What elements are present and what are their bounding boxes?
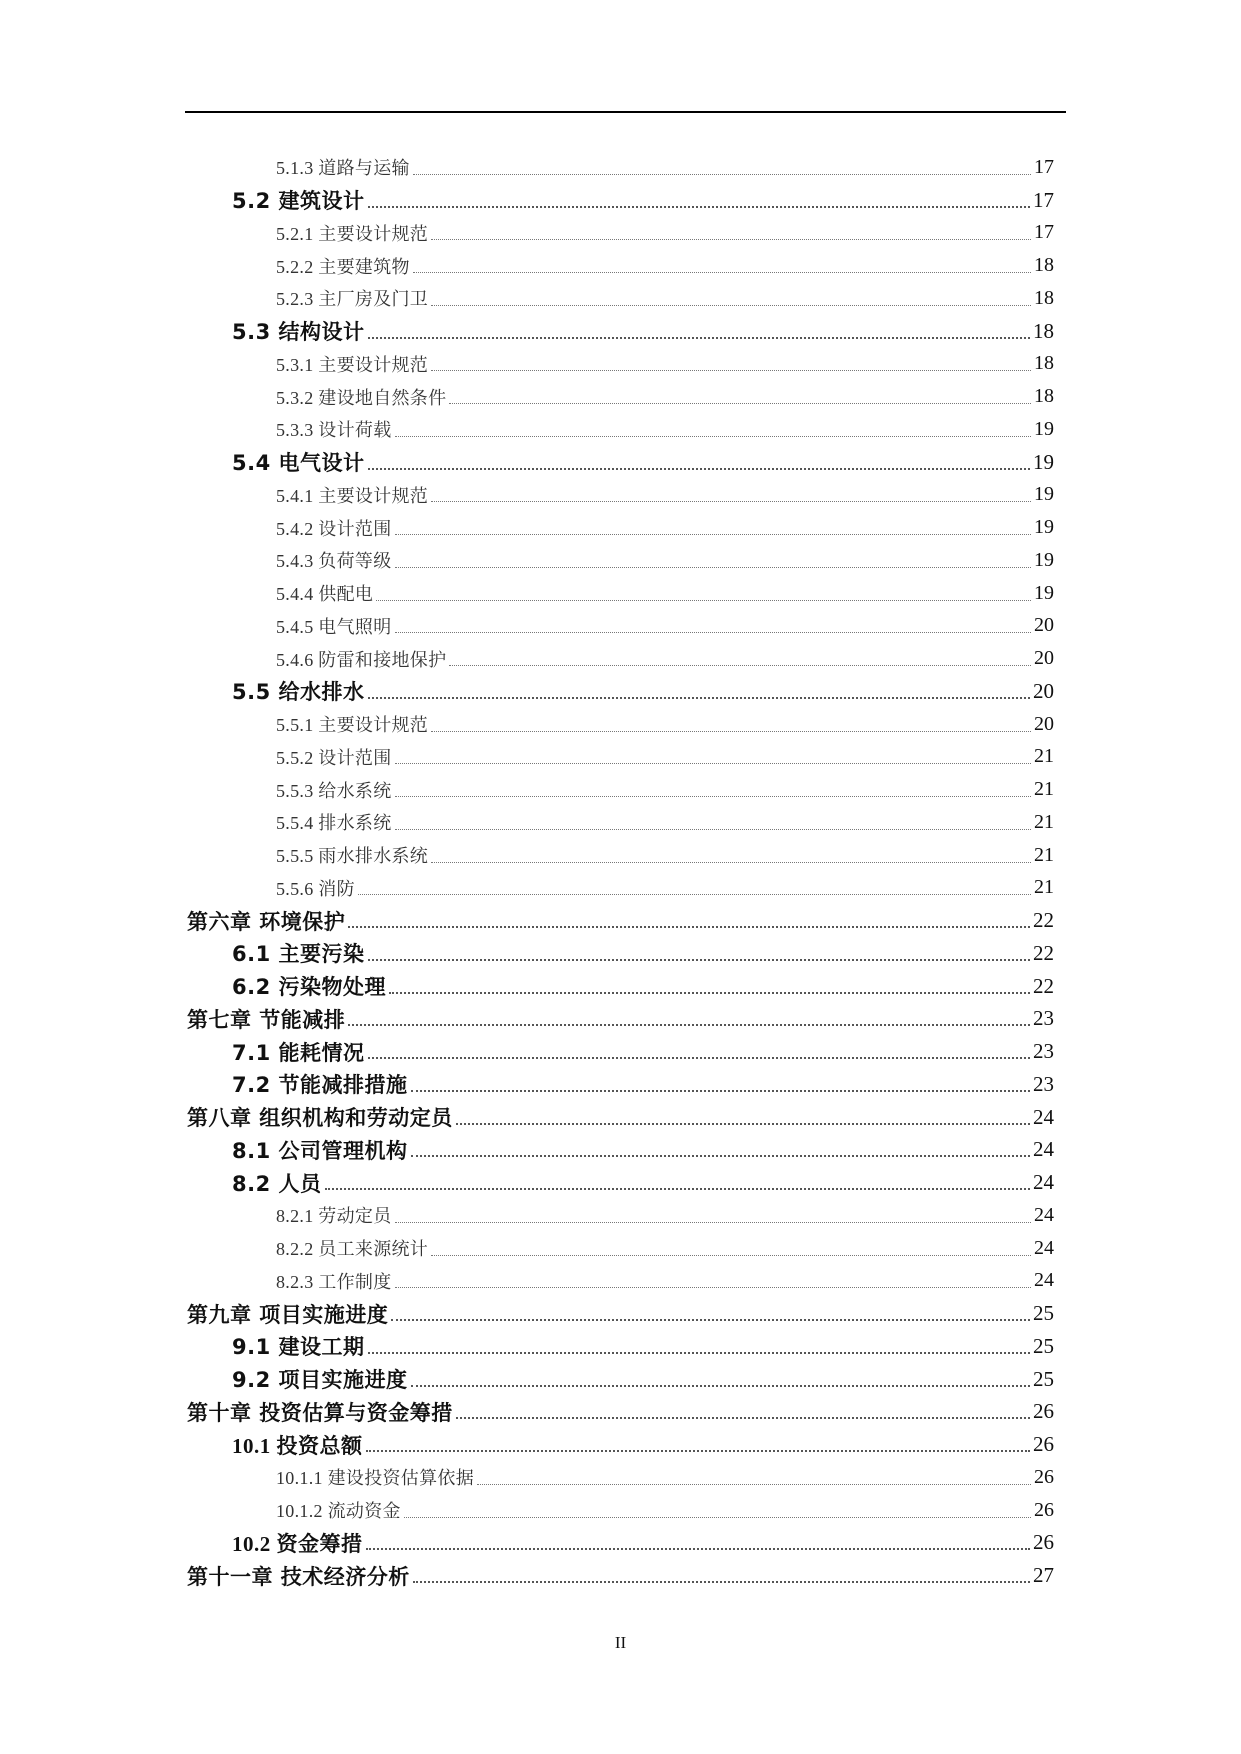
toc-entry-page-number: 22: [1033, 940, 1054, 965]
toc-dot-leader: [366, 1548, 1031, 1550]
toc-dot-leader: [413, 174, 1031, 175]
toc-dot-leader: [368, 468, 1030, 470]
toc-entry-label: 5.3 结构设计: [232, 320, 365, 345]
toc-entry-page-number: 23: [1033, 1039, 1054, 1064]
toc-subsection-entry[interactable]: [0, 773, 1241, 806]
toc-subsection-entry[interactable]: [0, 642, 1241, 675]
toc-entry-label: 5.3.1 主要设计规范: [276, 354, 429, 375]
toc-subsection-entry[interactable]: [0, 544, 1241, 577]
toc-entry-label: 5.2.1 主要设计规范: [276, 223, 429, 244]
toc-dot-leader: [411, 1385, 1030, 1387]
toc-entry-page-number: 18: [1034, 385, 1054, 408]
toc-dot-leader: [395, 796, 1032, 797]
toc-entry-page-number: 26: [1033, 1530, 1054, 1555]
toc-entry-page-number: 19: [1033, 449, 1054, 474]
toc-subsection-entry[interactable]: [0, 380, 1241, 413]
toc-entry-page-number: 24: [1034, 1269, 1054, 1292]
toc-entry-label: 9.2 项目实施进度: [232, 1368, 408, 1393]
toc-entry-label: 5.3.2 建设地自然条件: [276, 387, 447, 408]
toc-subsection-entry[interactable]: [0, 413, 1241, 446]
toc-entry-page-number: 19: [1034, 548, 1054, 571]
toc-entry-label: 5.1.3 道路与运输: [276, 158, 410, 179]
toc-dot-leader: [368, 1057, 1030, 1059]
toc-entry-label: 7.2 节能减排措施: [232, 1073, 408, 1098]
toc-entry-page-number: 21: [1034, 745, 1054, 768]
toc-section-entry[interactable]: [0, 446, 1241, 479]
toc-dot-leader: [368, 697, 1030, 699]
toc-entry-label: 8.2 人员: [232, 1171, 322, 1196]
toc-dot-leader: [431, 239, 1031, 240]
toc-entry-page-number: 26: [1033, 1399, 1054, 1424]
toc-dot-leader: [395, 763, 1032, 764]
toc-entry-label: 10.2 资金筹措: [232, 1531, 363, 1556]
toc-dot-leader: [411, 1090, 1030, 1092]
toc-subsection-entry[interactable]: [0, 1199, 1241, 1232]
toc-entry-label: 10.1.1 建设投资估算依据: [276, 1468, 474, 1489]
toc-dot-leader: [368, 959, 1030, 961]
toc-entry-page-number: 24: [1033, 1170, 1054, 1195]
toc-entry-label: 5.4.6 防雷和接地保护: [276, 649, 447, 670]
toc-entry-label: 第六章 环境保护: [187, 909, 346, 934]
toc-entry-page-number: 18: [1034, 352, 1054, 375]
toc-entry-label: 5.2.2 主要建筑物: [276, 256, 410, 277]
toc-entry-label: 第七章 节能减排: [187, 1007, 346, 1032]
toc-section-entry[interactable]: [0, 1527, 1241, 1560]
toc-entry-page-number: 19: [1034, 516, 1054, 539]
toc-subsection-entry[interactable]: [0, 806, 1241, 839]
toc-section-entry[interactable]: [0, 675, 1241, 708]
toc-entry-page-number: 22: [1033, 973, 1054, 998]
header-rule: [185, 111, 1066, 113]
toc-chapter-entry[interactable]: [0, 904, 1241, 937]
toc-dot-leader: [431, 1255, 1031, 1256]
toc-entry-label: 8.1 公司管理机构: [232, 1138, 408, 1163]
toc-subsection-entry[interactable]: [0, 577, 1241, 610]
toc-entry-label: 第十一章 技术经济分析: [187, 1564, 410, 1589]
toc-entry-label: 5.5.3 给水系统: [276, 780, 392, 801]
toc-entry-page-number: 22: [1033, 908, 1054, 933]
toc-dot-leader: [368, 206, 1030, 208]
toc-subsection-entry[interactable]: [0, 741, 1241, 774]
toc-dot-leader: [389, 992, 1030, 994]
toc-entry-page-number: 25: [1033, 1301, 1054, 1326]
toc-entry-label: 8.2.2 员工来源统计: [276, 1239, 429, 1260]
toc-dot-leader: [368, 1352, 1030, 1354]
toc-entry-page-number: 26: [1034, 1498, 1054, 1521]
toc-entry-label: 5.5 给水排水: [232, 680, 365, 705]
toc-entry-label: 5.5.6 消防: [276, 878, 355, 899]
toc-entry-page-number: 23: [1033, 1071, 1054, 1096]
toc-entry-label: 5.5.5 雨水排水系统: [276, 846, 429, 867]
toc-entry-label: 5.3.3 设计荷载: [276, 420, 392, 441]
toc-section-entry[interactable]: [0, 1068, 1241, 1101]
toc-subsection-entry[interactable]: [0, 610, 1241, 643]
toc-dot-leader: [358, 894, 1031, 895]
toc-entry-page-number: 21: [1034, 810, 1054, 833]
table-of-contents: [0, 151, 1241, 1592]
toc-subsection-entry[interactable]: [0, 217, 1241, 250]
toc-section-entry[interactable]: [0, 1428, 1241, 1461]
toc-entry-page-number: 20: [1034, 647, 1054, 670]
toc-dot-leader: [431, 305, 1031, 306]
toc-dot-leader: [395, 1287, 1032, 1288]
toc-entry-label: 5.2 建筑设计: [232, 189, 365, 214]
toc-entry-label: 6.1 主要污染: [232, 942, 365, 967]
toc-dot-leader: [404, 1517, 1031, 1518]
toc-dot-leader: [477, 1484, 1031, 1485]
toc-chapter-entry[interactable]: [0, 1003, 1241, 1036]
toc-entry-page-number: 24: [1033, 1137, 1054, 1162]
toc-dot-leader: [376, 600, 1031, 601]
toc-section-entry[interactable]: [0, 1134, 1241, 1167]
toc-entry-label: 第九章 项目实施进度: [187, 1302, 389, 1327]
toc-subsection-entry[interactable]: [0, 151, 1241, 184]
toc-chapter-entry[interactable]: [0, 1559, 1241, 1592]
toc-entry-label: 6.2 污染物处理: [232, 975, 387, 1000]
toc-entry-page-number: 25: [1033, 1333, 1054, 1358]
toc-subsection-entry[interactable]: [0, 1461, 1241, 1494]
toc-dot-leader: [411, 1155, 1030, 1157]
toc-entry-label: 8.2.3 工作制度: [276, 1271, 392, 1292]
toc-dot-leader: [395, 1222, 1032, 1223]
toc-entry-page-number: 24: [1034, 1236, 1054, 1259]
toc-entry-page-number: 20: [1033, 678, 1054, 703]
toc-entry-label: 10.1.2 流动资金: [276, 1501, 401, 1522]
toc-entry-label: 5.4.2 设计范围: [276, 518, 392, 539]
toc-dot-leader: [431, 370, 1031, 371]
toc-entry-page-number: 20: [1034, 712, 1054, 735]
toc-dot-leader: [413, 272, 1031, 273]
toc-entry-page-number: 26: [1033, 1432, 1054, 1457]
toc-subsection-entry[interactable]: [0, 511, 1241, 544]
toc-subsection-entry[interactable]: [0, 1265, 1241, 1298]
toc-entry-page-number: 17: [1034, 221, 1054, 244]
toc-chapter-entry[interactable]: [0, 1297, 1241, 1330]
toc-entry-page-number: 26: [1034, 1465, 1054, 1488]
toc-entry-page-number: 25: [1033, 1366, 1054, 1391]
toc-dot-leader: [431, 501, 1031, 502]
toc-entry-label: 第十章 投资估算与资金筹措: [187, 1400, 453, 1425]
toc-dot-leader: [348, 926, 1030, 928]
toc-dot-leader: [325, 1188, 1030, 1190]
toc-dot-leader: [348, 1024, 1030, 1026]
toc-section-entry[interactable]: [0, 184, 1241, 217]
toc-subsection-entry[interactable]: [0, 839, 1241, 872]
toc-entry-page-number: 21: [1034, 843, 1054, 866]
toc-section-entry[interactable]: [0, 1363, 1241, 1396]
toc-entry-page-number: 18: [1034, 254, 1054, 277]
toc-dot-leader: [449, 665, 1031, 666]
toc-section-entry[interactable]: [0, 1330, 1241, 1363]
toc-entry-page-number: 24: [1034, 1203, 1054, 1226]
toc-dot-leader: [431, 731, 1031, 732]
toc-entry-label: 9.1 建设工期: [232, 1335, 365, 1360]
toc-entry-page-number: 18: [1033, 318, 1054, 343]
toc-entry-page-number: 19: [1034, 581, 1054, 604]
toc-entry-page-number: 24: [1033, 1104, 1054, 1129]
toc-entry-label: 5.2.3 主厂房及门卫: [276, 289, 429, 310]
toc-dot-leader: [368, 337, 1030, 339]
toc-subsection-entry[interactable]: [0, 348, 1241, 381]
toc-entry-page-number: 17: [1034, 155, 1054, 178]
toc-subsection-entry[interactable]: [0, 1232, 1241, 1265]
toc-subsection-entry[interactable]: [0, 708, 1241, 741]
toc-dot-leader: [395, 534, 1032, 535]
toc-dot-leader: [366, 1450, 1031, 1452]
toc-entry-label: 5.4 电气设计: [232, 451, 365, 476]
toc-dot-leader: [395, 436, 1032, 437]
toc-entry-label: 8.2.1 劳动定员: [276, 1206, 392, 1227]
toc-entry-page-number: 21: [1034, 876, 1054, 899]
toc-entry-label: 10.1 投资总额: [232, 1433, 363, 1458]
toc-section-entry[interactable]: [0, 937, 1241, 970]
toc-dot-leader: [449, 403, 1031, 404]
toc-entry-label: 5.4.4 供配电: [276, 584, 374, 605]
toc-section-entry[interactable]: [0, 315, 1241, 348]
toc-entry-page-number: 27: [1033, 1563, 1054, 1588]
toc-subsection-entry[interactable]: [0, 479, 1241, 512]
page-number: II: [614, 1633, 627, 1652]
toc-section-entry[interactable]: [0, 1035, 1241, 1068]
toc-entry-page-number: 18: [1034, 286, 1054, 309]
toc-entry-label: 5.5.2 设计范围: [276, 747, 392, 768]
toc-subsection-entry[interactable]: [0, 249, 1241, 282]
toc-dot-leader: [456, 1123, 1030, 1125]
toc-section-entry[interactable]: [0, 1166, 1241, 1199]
toc-subsection-entry[interactable]: [0, 872, 1241, 905]
toc-entry-label: 5.4.5 电气照明: [276, 616, 392, 637]
toc-dot-leader: [391, 1319, 1030, 1321]
toc-entry-label: 7.1 能耗情况: [232, 1040, 365, 1065]
toc-entry-label: 5.4.3 负荷等级: [276, 551, 392, 572]
toc-entry-page-number: 23: [1033, 1006, 1054, 1031]
toc-entry-page-number: 21: [1034, 778, 1054, 801]
toc-entry-page-number: 19: [1034, 483, 1054, 506]
toc-dot-leader: [395, 567, 1032, 568]
toc-chapter-entry[interactable]: [0, 1396, 1241, 1429]
toc-dot-leader: [431, 862, 1031, 863]
toc-dot-leader: [413, 1581, 1030, 1583]
toc-entry-label: 第八章 组织机构和劳动定员: [187, 1106, 453, 1131]
toc-entry-label: 5.4.1 主要设计规范: [276, 485, 429, 506]
toc-entry-page-number: 19: [1034, 417, 1054, 440]
toc-subsection-entry[interactable]: [0, 1494, 1241, 1527]
toc-entry-page-number: 17: [1033, 187, 1054, 212]
toc-entry-page-number: 20: [1034, 614, 1054, 637]
toc-dot-leader: [456, 1417, 1030, 1419]
toc-dot-leader: [395, 632, 1032, 633]
toc-chapter-entry[interactable]: [0, 1101, 1241, 1134]
toc-entry-label: 5.5.1 主要设计规范: [276, 715, 429, 736]
toc-entry-label: 5.5.4 排水系统: [276, 813, 392, 834]
toc-dot-leader: [395, 829, 1032, 830]
toc-subsection-entry[interactable]: [0, 282, 1241, 315]
toc-section-entry[interactable]: [0, 970, 1241, 1003]
